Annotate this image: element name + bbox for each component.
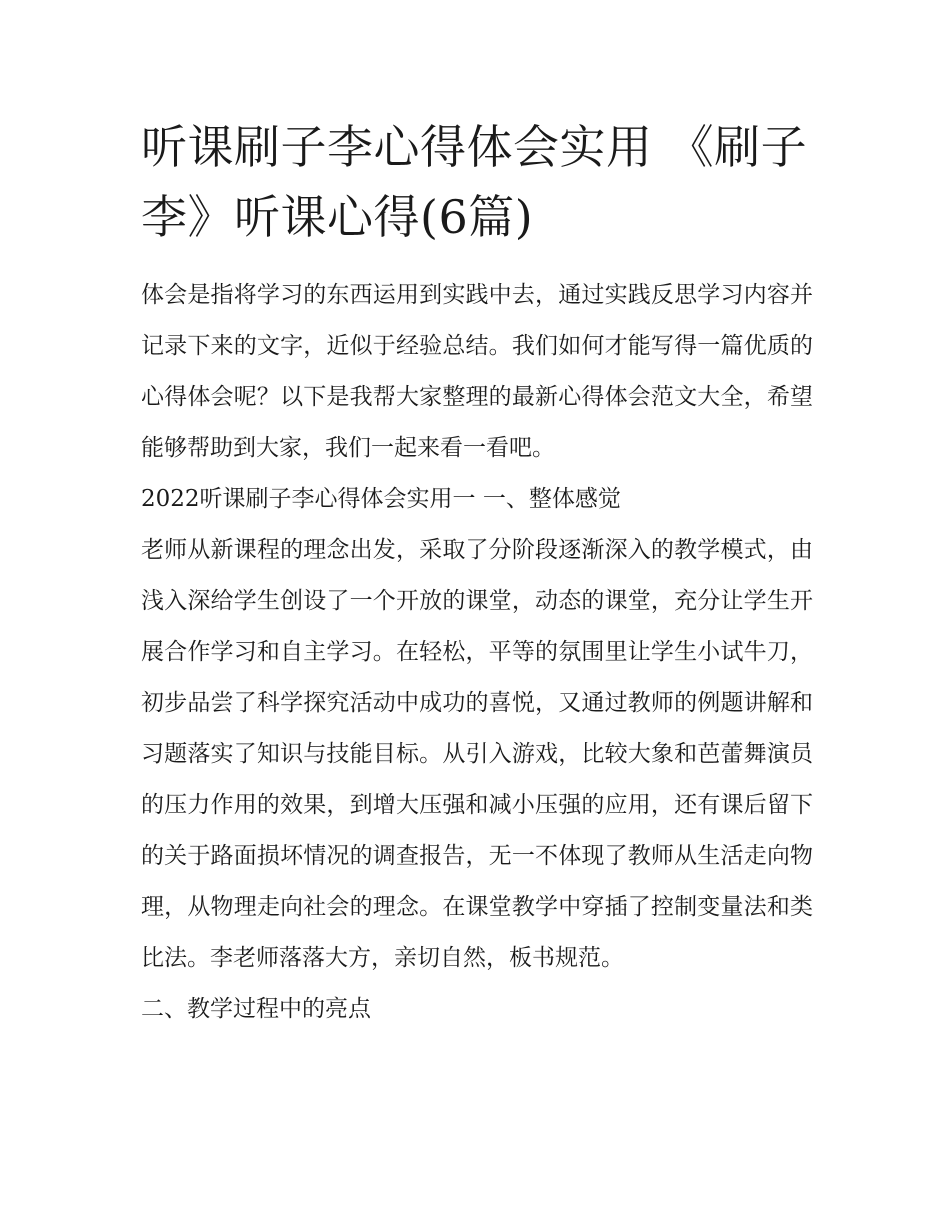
document-title: 听课刷子李心得体会实用 《刷子李》听课心得(6篇) bbox=[141, 120, 808, 244]
document-page bbox=[141, 112, 813, 1035]
section-body-1: 老师从新课程的理念出发，采取了分阶段逐渐深入的教学模式，由浅入深给学生创设了一个开放的课堂，动态的课堂，充分让学生开展合作学习和自主学习。在轻松，平等的氛围里让学生小试牛刀，初步品尝了科学探究活动中成功的喜悦，又通过教师的例题讲解和习题落实了知识与技能目标。从引入游戏，比较大象和芭蕾舞演员的压力作用的效果，到增大压强和减小压强的应用，还有课后留下的关于路面损坏情况的调查报告，无一不体现了教师从生活走向物理，从物理走向社会的理念。在课堂教学中穿插了控制变量法和类比法。李老师落落大方，亲切自然，板书规范。 bbox=[141, 537, 813, 971]
section-heading-2: 二、教学过程中的亮点 bbox=[141, 996, 371, 1022]
intro-paragraph: 体会是指将学习的东西运用到实践中去，通过实践反思学习内容并记录下来的文字，近似于经验总结。我们如何才能写得一篇优质的心得体会呢？以下是我帮大家整理的最新心得体会范文大全，希望能够帮助到大家，我们一起来看一看吧。 bbox=[141, 282, 813, 461]
section-heading-1: 2022听课刷子李心得体会实用一 一、整体感觉 bbox=[141, 486, 621, 512]
